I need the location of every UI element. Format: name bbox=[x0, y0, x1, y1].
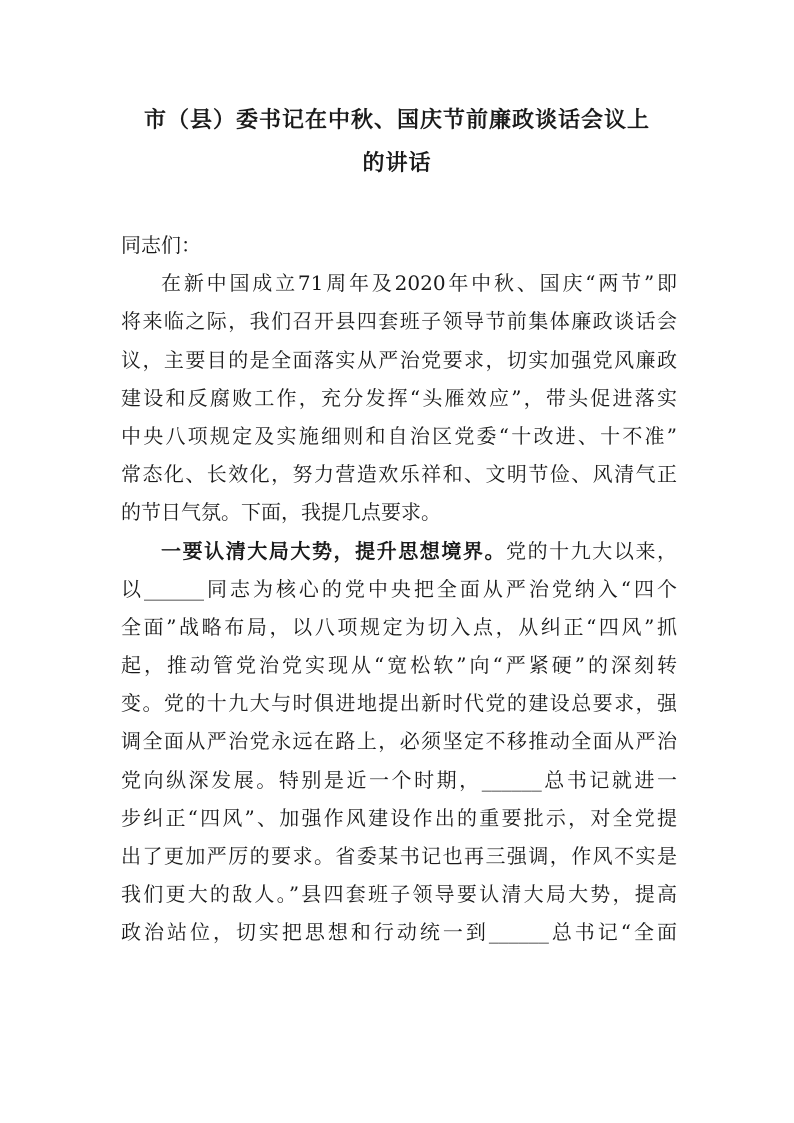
paragraph-line: 建设和反腐败工作，充分发挥“头雁效应”，带头促进落实 bbox=[121, 385, 677, 410]
paragraph-line: 变。党的十九大与时俱进地提出新时代党的建设总要求，强 bbox=[121, 691, 677, 716]
paragraph-line: 以______同志为核心的党中央把全面从严治党纳入“四个 bbox=[121, 576, 677, 601]
paragraph-line: 步纠正“四风”、加强作风建设作出的重要批示，对全党提 bbox=[121, 805, 677, 830]
document-body bbox=[121, 226, 677, 952]
paragraph-line: 的节日气氛。下面，我提几点要求。 bbox=[121, 500, 441, 525]
paragraph-line: 常态化、长效化，努力营造欢乐祥和、文明节俭、风清气正 bbox=[121, 462, 677, 487]
paragraph-line: 议，主要目的是全面落实从严治党要求，切实加强党风廉政 bbox=[121, 347, 677, 372]
paragraph-line: 党向纵深发展。特别是近一个时期，______总书记就进一 bbox=[121, 767, 677, 792]
section-heading: 一要认清大局大势，提升思想境界。 bbox=[161, 538, 507, 563]
salutation: 同志们： bbox=[121, 233, 201, 257]
paragraph-line: 在新中国成立71周年及2020年中秋、国庆“两节”即 bbox=[161, 271, 677, 296]
paragraph-line: 全面”战略布局，以八项规定为切入点，从纠正“四风”抓 bbox=[121, 614, 677, 639]
paragraph-1 bbox=[121, 264, 677, 531]
paragraph-text: 党的十九大以来， bbox=[506, 538, 678, 563]
paragraph-line: 调全面从严治党永远在路上，必须坚定不移推动全面从严治 bbox=[121, 729, 677, 754]
document-title-line-2: 的讲话 bbox=[362, 150, 432, 176]
paragraph-line: 我们更大的敌人。”县四套班子领导要认清大局大势，提高 bbox=[121, 882, 677, 907]
paragraph-line: 起，推动管党治党实现从“宽松软”向“严紧硬”的深刻转 bbox=[121, 653, 677, 678]
paragraph-line: 将来临之际，我们召开县四套班子领导节前集体廉政谈话会 bbox=[121, 309, 677, 334]
document-title-line-1: 市（县）委书记在中秋、国庆节前廉政谈话会议上 bbox=[143, 107, 650, 133]
paragraph-line: 政治站位，切实把思想和行动统一到______总书记“全面 bbox=[121, 920, 677, 945]
paragraph-2 bbox=[121, 532, 677, 952]
paragraph-line: 中央八项规定及实施细则和自治区党委“十改进、十不准” bbox=[121, 423, 677, 448]
paragraph-line: 出了更加严厉的要求。省委某书记也再三强调，作风不实是 bbox=[121, 844, 677, 868]
paragraph-line bbox=[121, 532, 677, 570]
